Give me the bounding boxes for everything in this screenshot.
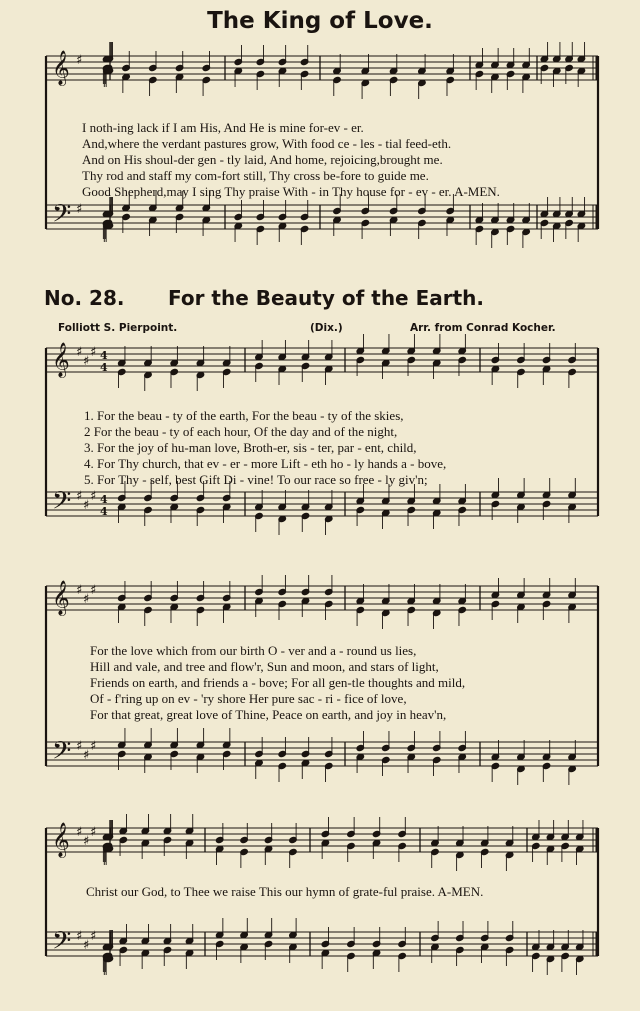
svg-text:♯: ♯ xyxy=(76,739,83,754)
svg-text:4: 4 xyxy=(100,349,108,362)
svg-text:𝄢: 𝄢 xyxy=(52,486,72,522)
hymn1-verse-5: Good Shepherd,may I sing Thy praise With - in Thy house for - ev - er. A-MEN. xyxy=(82,184,500,199)
svg-text:𝄞: 𝄞 xyxy=(52,580,70,616)
hymn1-lyrics xyxy=(82,120,500,200)
system3-verse-1: Christ our God, to Thee we raise This our hymn of grate-ful praise. A-MEN. xyxy=(86,884,484,899)
system2-verse-5: For that great, great love of Thine, Peace on earth, and joy in heav'n, xyxy=(90,707,447,722)
svg-text:♯: ♯ xyxy=(83,834,90,849)
system2-lyrics xyxy=(90,643,465,723)
author-credit: Folliott S. Pierpoint. xyxy=(58,322,178,334)
hymn2-title: For the Beauty of the Earth. xyxy=(168,286,484,310)
svg-text:4: 4 xyxy=(100,505,108,518)
svg-text:𝄢: 𝄢 xyxy=(52,736,72,772)
svg-text:♯: ♯ xyxy=(76,929,83,944)
system2-verse-4: Of - f'ring up on ev - 'ry shore Her pure sac - ri - fice of love, xyxy=(90,691,407,706)
svg-text:𝄞: 𝄞 xyxy=(52,50,70,86)
system2-verse-1: For the love which from our birth O - ver and a - round us lies, xyxy=(90,643,417,658)
svg-text:4: 4 xyxy=(100,493,108,506)
svg-text:♯: ♯ xyxy=(90,583,97,598)
system1-verse-1: 1. For the beau - ty of the earth, For the beau - ty of the skies, xyxy=(84,408,404,423)
hymn1-verse-4: Thy rod and staff my com-fort still, Thy cross be-fore to guide me. xyxy=(82,168,429,183)
svg-text:♯: ♯ xyxy=(83,354,90,369)
system2-verse-3: Friends on earth, and friends a - bove; For all gen-tle thoughts and mild, xyxy=(90,675,466,690)
svg-text:𝄞: 𝄞 xyxy=(52,342,70,378)
svg-text:𝄢: 𝄢 xyxy=(52,926,72,962)
svg-text:♯: ♯ xyxy=(76,345,83,360)
system1-verse-4: 4. For Thy church, that ev - er - more Lift - eth ho - ly hands a - bove, xyxy=(84,456,447,471)
system2-verse-2: Hill and vale, and tree and flow'r, Sun and moon, and stars of light, xyxy=(90,659,439,674)
svg-text:♯: ♯ xyxy=(76,53,83,68)
hymn1-title: The King of Love. xyxy=(207,8,433,34)
hymn1-verse-3: And on His shoul-der gen - tly laid, And home, rejoicing,brought me. xyxy=(82,152,443,167)
system1-verse-5: 5. For Thy - self, best Gift Di - vine! To our race so free - ly giv'n; xyxy=(84,472,428,487)
svg-text:♯: ♯ xyxy=(90,345,97,360)
svg-text:♯: ♯ xyxy=(90,929,97,944)
svg-text:♯: ♯ xyxy=(90,825,97,840)
svg-text:♯: ♯ xyxy=(83,592,90,607)
arranger-credit: Arr. from Conrad Kocher. xyxy=(410,322,556,334)
svg-text:♯: ♯ xyxy=(76,825,83,840)
svg-text:♯: ♯ xyxy=(90,489,97,504)
hymn1-verse-1: I noth-ing lack if I am His, And He is mine for-ev - er. xyxy=(82,120,364,135)
svg-text:♯: ♯ xyxy=(83,748,90,763)
svg-text:♯: ♯ xyxy=(76,489,83,504)
system1-verse-3: 3. For the joy of hu-man love, Broth-er, sis - ter, par - ent, child, xyxy=(84,440,417,455)
svg-text:♯: ♯ xyxy=(83,938,90,953)
svg-text:𝄢: 𝄢 xyxy=(52,199,72,235)
svg-text:4: 4 xyxy=(100,361,108,374)
system1-lyrics xyxy=(84,408,446,488)
svg-text:♯: ♯ xyxy=(90,739,97,754)
svg-text:♯: ♯ xyxy=(76,202,83,217)
hymn-number: No. 28. xyxy=(44,286,125,310)
tune-name: (Dix.) xyxy=(310,322,343,334)
svg-text:♯: ♯ xyxy=(76,583,83,598)
svg-text:𝄞: 𝄞 xyxy=(52,822,70,858)
svg-text:♯: ♯ xyxy=(83,498,90,513)
system1-verse-2: 2 For the beau - ty of each hour, Of the day and of the night, xyxy=(84,424,398,439)
hymn1-verse-2: And,where the verdant pastures grow, With food ce - les - tial feed-eth. xyxy=(82,136,452,151)
system3-lyrics xyxy=(86,884,483,900)
